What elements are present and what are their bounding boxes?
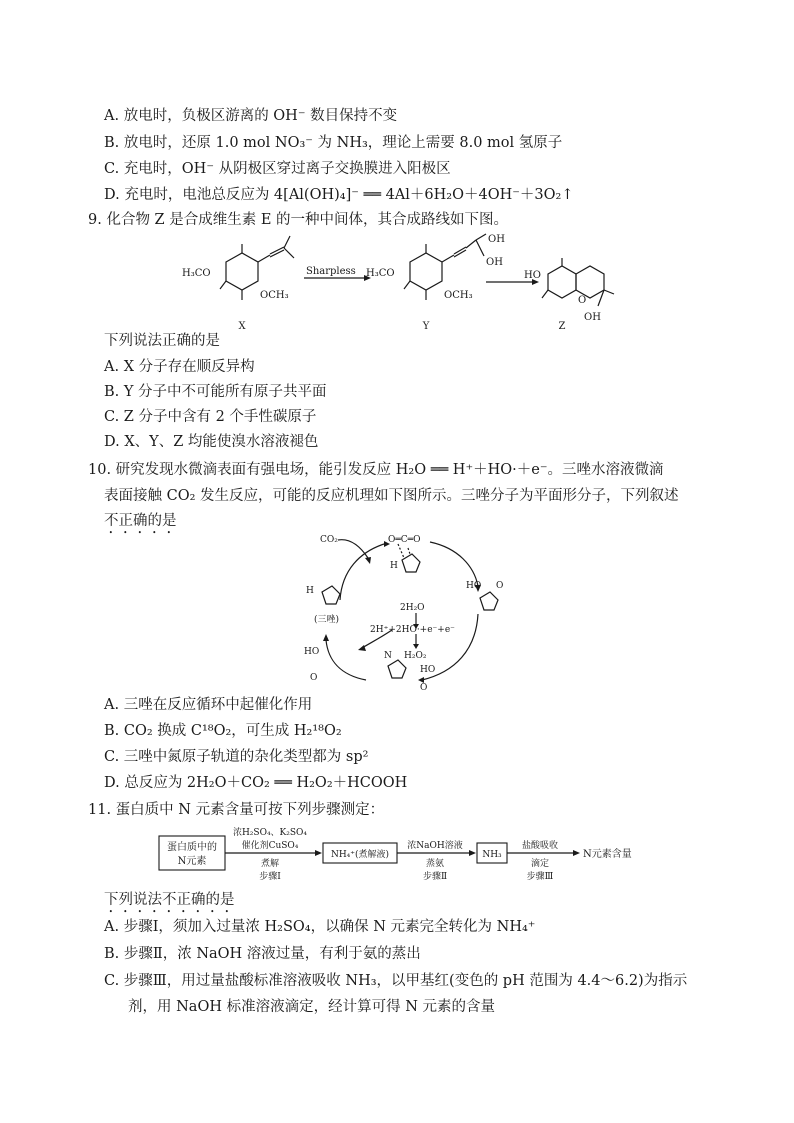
- q8-option-b: B. 放电时，还原 1.0 mol NO₃⁻ 为 NH₃，理论上需要 8.0 mol 氢原子: [104, 135, 563, 151]
- q9-option-c: C. Z 分子中含有 2 个手性碳原子: [104, 409, 317, 425]
- flow-box1-line1: 蛋白质中的: [167, 842, 217, 853]
- q10-option-d: D. 总反应为 2H₂O＋CO₂ ══ H₂O₂＋HCOOH: [104, 775, 408, 791]
- y-oh-top: OH: [488, 234, 505, 245]
- flow-op2: 蒸氨: [425, 859, 445, 869]
- q9-synthesis-route: [180, 232, 620, 332]
- flow-step1: 步骤Ⅰ: [259, 872, 281, 882]
- y-h3co-label: H₃CO: [366, 268, 395, 279]
- co2-label: CO₂: [320, 535, 338, 545]
- q10-option-c: C. 三唑中氮原子轨道的杂化类型都为 sp²: [104, 749, 369, 765]
- formate-ho-label: HO: [420, 665, 436, 675]
- q9-prompt: 下列说法正确的是: [104, 333, 220, 349]
- h2o2-label: H₂O₂: [404, 651, 427, 661]
- q8-option-a: A. 放电时，负极区游离的 OH⁻ 数目保持不变: [104, 108, 398, 124]
- z-ring-o: O: [578, 295, 587, 306]
- q11-option-a: A. 步骤Ⅰ，须加入过量浓 H₂SO₄，以确保 N 元素完全转化为 NH₄⁺: [104, 919, 536, 935]
- z-ch2oh-label: OH: [584, 312, 601, 323]
- y-oh-bottom: OH: [486, 257, 503, 268]
- flow-step2: 步骤Ⅱ: [422, 872, 448, 882]
- q10-stem-line3: 不正确的是: [104, 513, 177, 529]
- intermediate-o-label: O: [496, 581, 504, 591]
- q10-stem-line1: 10. 研究发现水微滴表面有强电场，能引发反应 H₂O ══ H⁺＋HO·＋e⁻。三唑水溶液微滴: [88, 462, 664, 478]
- anion-n-label: N: [384, 651, 392, 661]
- formic-o-label: O: [310, 673, 318, 683]
- y-label: Y: [422, 321, 430, 332]
- q9-option-d: D. X、Y、Z 均能使溴水溶液褪色: [104, 434, 319, 450]
- z-label: Z: [558, 321, 566, 332]
- flow-box3: NH₃: [482, 850, 502, 860]
- sharpless-label: Sharpless: [306, 266, 356, 277]
- flow-step3: 步骤Ⅲ: [526, 872, 554, 882]
- q9-option-a: A. X 分子存在顺反异构: [104, 359, 255, 375]
- q11-prompt: 下列说法不正确的是: [104, 892, 235, 908]
- q8-option-d: D. 充电时，电池总反应为 4[Al(OH)₄]⁻ ══ 4Al＋6H₂O＋4OH⁻＋3O₂↑: [104, 187, 574, 203]
- q11-option-b: B. 步骤Ⅱ，浓 NaOH 溶液过量，有利于氨的蒸出: [104, 946, 421, 962]
- flow-reagent3: 盐酸吸收: [521, 841, 559, 851]
- q10-stem-line2: 表面接触 CO₂ 发生反应，可能的反应机理如下图所示。三唑分子为平面形分子，下列叙述: [104, 488, 679, 504]
- flow-op3: 滴定: [530, 859, 550, 869]
- h2o-label: 2H₂O: [400, 603, 425, 613]
- oco-label: O═C═O: [388, 535, 421, 545]
- x-och3-label: OCH₃: [260, 290, 289, 301]
- y-och3-label: OCH₃: [444, 290, 473, 301]
- flow-op1: 煮解: [260, 859, 280, 869]
- q9-option-b: B. Y 分子中不可能所有原子共平面: [104, 384, 327, 400]
- q11-stem: 11. 蛋白质中 N 元素含量可按下列步骤测定：: [88, 802, 385, 818]
- formic-ho-label: HO: [304, 647, 320, 657]
- triazole-name-label: (三唑): [314, 615, 340, 625]
- x-label: X: [238, 321, 246, 332]
- intermediate-ho-label: HO: [466, 581, 482, 591]
- triazole-h-label: H: [306, 586, 314, 596]
- q10-option-a: A. 三唑在反应循环中起催化作用: [104, 697, 313, 713]
- flow-reagent2: 浓NaOH溶液: [407, 841, 463, 851]
- x-h3co-label: H₃CO: [182, 268, 211, 279]
- flow-reagent1-line2: 催化剂CuSO₄: [241, 841, 299, 851]
- q9-stem: 9. 化合物 Z 是合成维生素 E 的一种中间体，其合成路线如下图。: [88, 212, 509, 228]
- flow-box2: NH₄⁺(煮解液): [330, 850, 390, 860]
- ions-label: 2H⁺+2HO·+e⁻+e⁻: [370, 625, 455, 635]
- flow-result: N元素含量: [583, 849, 632, 860]
- intermediate-h-label: H: [390, 561, 398, 571]
- formate-o-label: O: [420, 683, 428, 693]
- q11-option-c-line1: C. 步骤Ⅲ，用过量盐酸标准溶液吸收 NH₃，以甲基红(变色的 pH 范围为 4.4～6.2)为指示: [104, 973, 688, 989]
- flow-box1-line2: N元素: [177, 856, 207, 867]
- z-ho-label: HO: [524, 270, 541, 281]
- flow-reagent1-line1: 浓H₂SO₄、K₂SO₄: [232, 828, 308, 838]
- q10-option-b: B. CO₂ 换成 C¹⁸O₂，可生成 H₂¹⁸O₂: [104, 723, 342, 739]
- q8-option-c: C. 充电时，OH⁻ 从阴极区穿过离子交换膜进入阳极区: [104, 161, 451, 177]
- q11-flowchart: [155, 822, 655, 884]
- q11-option-c-line2: 剂，用 NaOH 标准溶液滴定，经计算可得 N 元素的含量: [128, 999, 495, 1015]
- q10-mechanism-diagram: [280, 530, 520, 695]
